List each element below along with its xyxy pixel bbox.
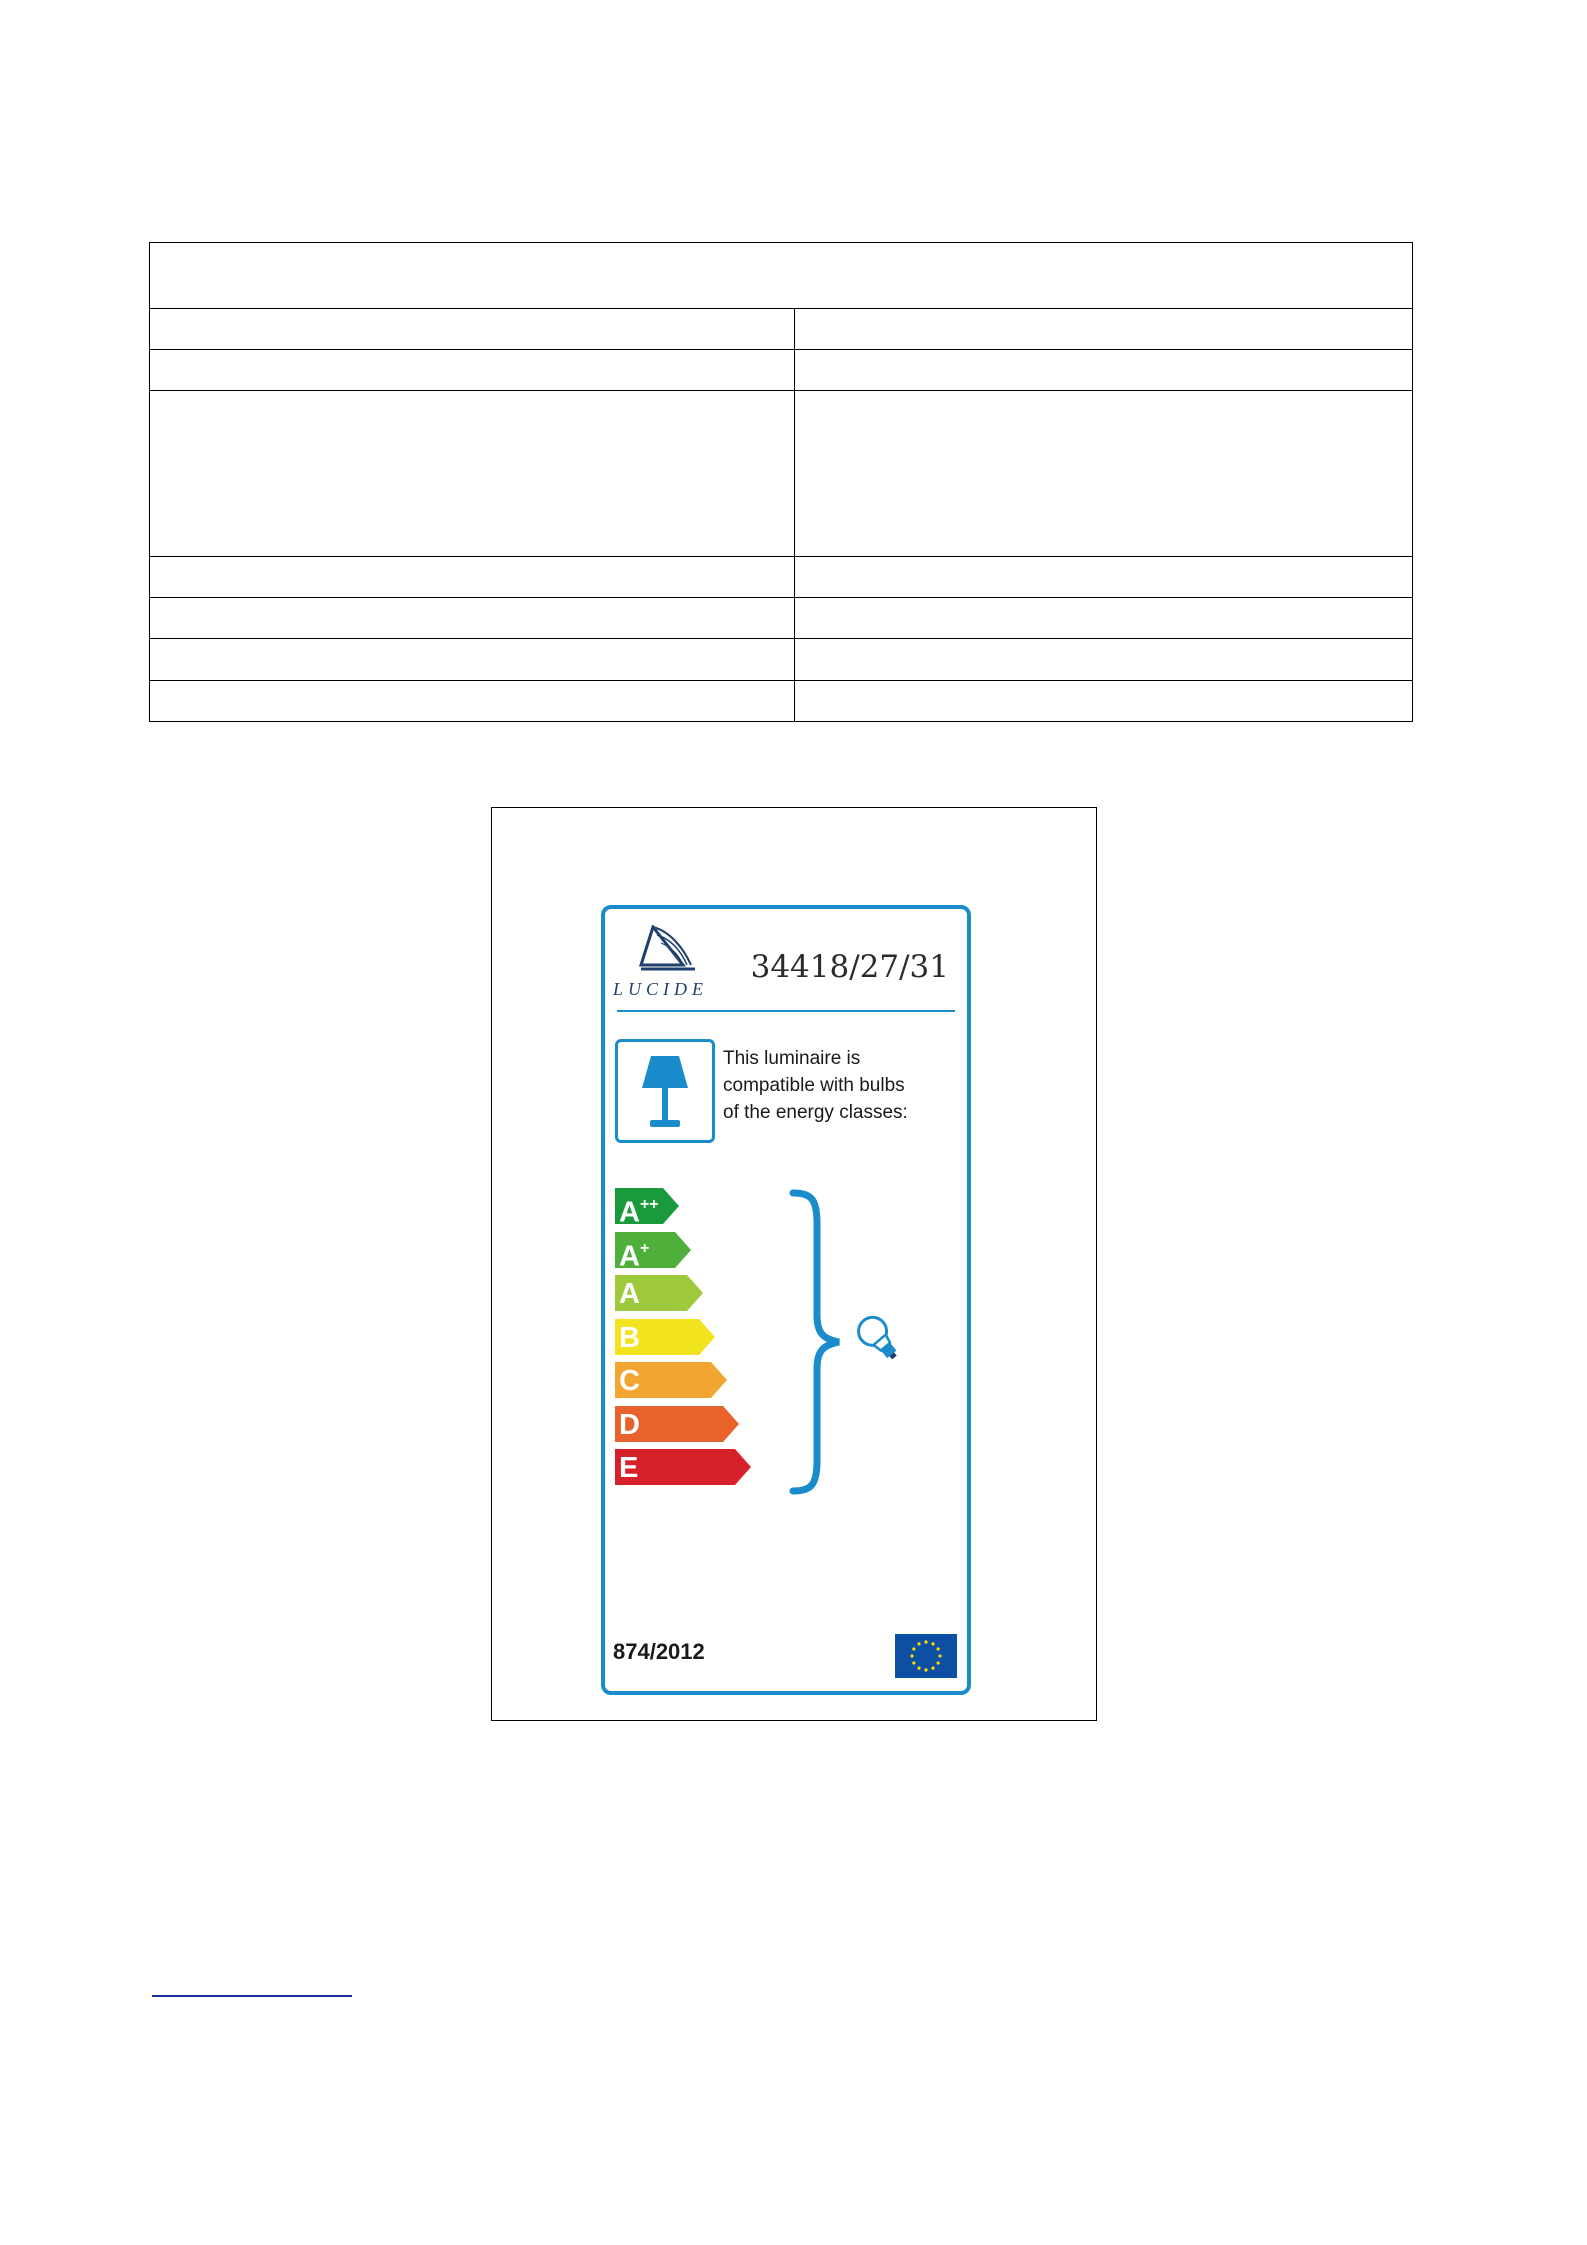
table-cell: [150, 391, 795, 556]
light-bulb-icon: [849, 1309, 909, 1369]
lucide-logo-icon: [639, 925, 699, 977]
table-row: [150, 349, 1413, 390]
energy-label: [601, 905, 971, 1695]
table-cell: [150, 349, 795, 390]
energy-class-bar: [615, 1362, 727, 1398]
energy-class-label: C: [619, 1365, 640, 1397]
table-cell: [150, 639, 795, 680]
energy-class-label: B: [619, 1321, 640, 1354]
eu-flag-icon: [895, 1634, 957, 1678]
regulation-number: 874/2012: [613, 1639, 705, 1664]
table-cell: [795, 556, 1413, 597]
energy-class-bar: [615, 1232, 691, 1273]
table-lamp-icon: [618, 1042, 712, 1140]
lucide-logo: [613, 923, 721, 1001]
energy-class-label: D: [619, 1408, 640, 1441]
compatibility-line: This luminaire is: [723, 1048, 861, 1069]
energy-class-bar: [615, 1449, 751, 1485]
table-cell: [795, 597, 1413, 638]
header-divider: [617, 1010, 955, 1012]
energy-class-bar: [615, 1319, 715, 1355]
table-cell: [150, 308, 795, 349]
footnote-separator: [152, 1995, 352, 1997]
energy-class-label: A: [619, 1278, 640, 1310]
table-header-cell: [150, 243, 1413, 309]
energy-class-bar: [615, 1275, 703, 1311]
bracket-icon: [785, 1187, 845, 1497]
table-cell: [795, 639, 1413, 680]
energy-class-label: A++: [619, 1196, 659, 1229]
table-cell: [150, 597, 795, 638]
table-row: [150, 597, 1413, 638]
compatibility-line: compatible with bulbs: [723, 1075, 905, 1096]
table-header-row: [150, 243, 1413, 309]
energy-class-bar: [615, 1406, 739, 1442]
energy-class-label: E: [619, 1452, 639, 1484]
table-cell: [150, 556, 795, 597]
table-row: [150, 680, 1413, 721]
table-row: [150, 391, 1413, 556]
energy-class-label: A+: [619, 1239, 650, 1273]
table-row: [150, 308, 1413, 349]
compatibility-line: of the energy classes:: [723, 1102, 908, 1123]
model-number: 34418/27/31: [750, 949, 949, 985]
energy-label-frame: [491, 807, 1097, 1721]
table-cell: [795, 349, 1413, 390]
table-row: [150, 556, 1413, 597]
specification-table: [149, 242, 1413, 722]
compatibility-text: [723, 1045, 963, 1126]
table-cell: [795, 308, 1413, 349]
table-cell: [795, 391, 1413, 556]
table-cell: [150, 680, 795, 721]
brand-name: LUCIDE: [613, 979, 709, 999]
table-cell: [795, 680, 1413, 721]
energy-class-bar: [615, 1188, 679, 1229]
lamp-icon-box: [615, 1039, 715, 1143]
table-row: [150, 639, 1413, 680]
